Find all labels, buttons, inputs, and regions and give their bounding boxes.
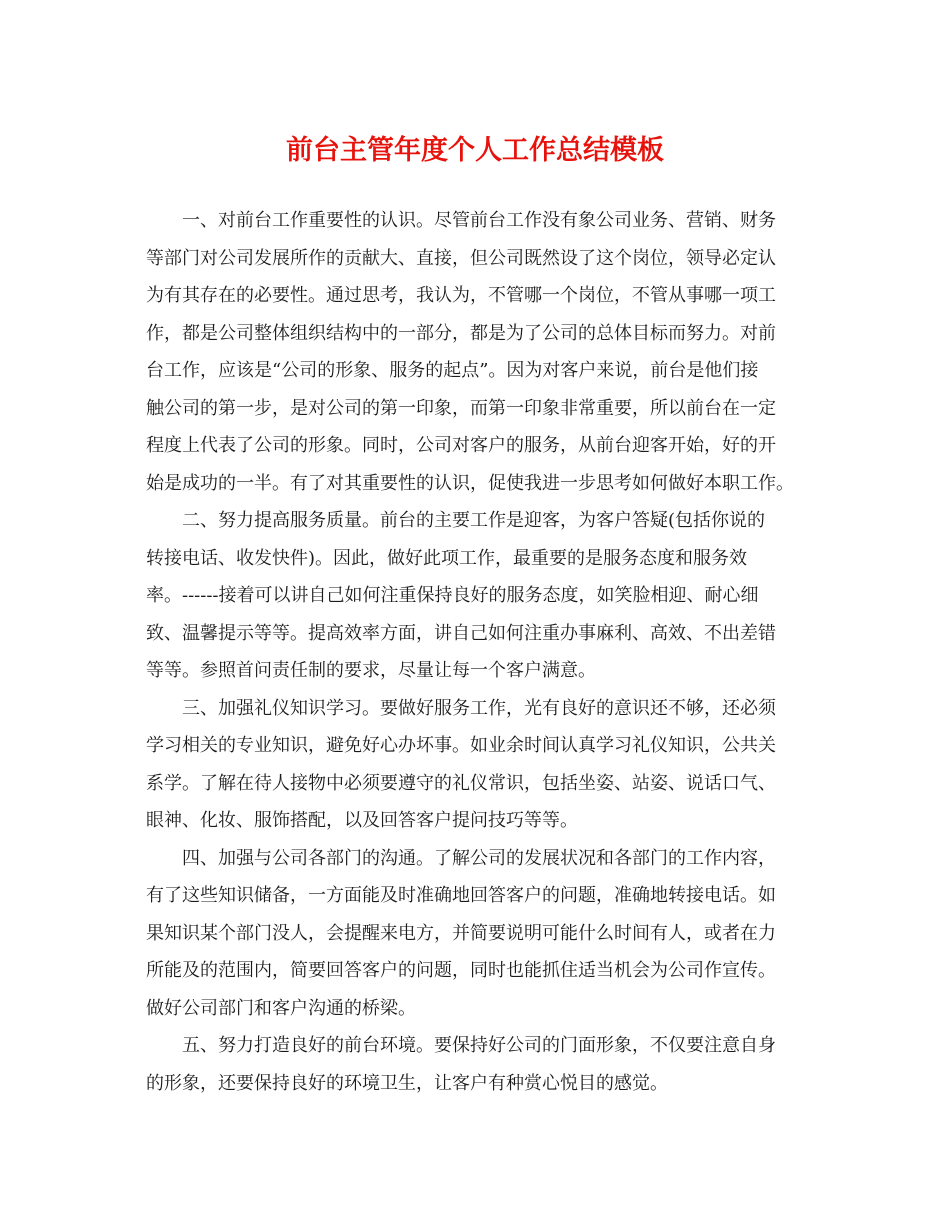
paragraph-line: 三、加强礼仪知识学习。要做好服务工作，光有良好的意识还不够，还必须: [182, 697, 776, 719]
paragraph-line: 四、加强与公司各部门的沟通。了解公司的发展状况和各部门的工作内容，: [182, 847, 776, 869]
paragraph-line: 率。------接着可以讲自己如何注重保持良好的服务态度，如笑脸相迎、耐心细: [146, 585, 759, 606]
paragraph-line: 台工作，应该是“公司的形象、服务的起点”。因为对客户来说，前台是他们接: [146, 360, 759, 381]
paragraph-3: [146, 690, 826, 840]
paragraph-line: 程度上代表了公司的形象。同时，公司对客户的服务，从前台迎客开始，好的开: [146, 435, 776, 456]
paragraph-line: 五、努力打造良好的前台环境。要保持好公司的门面形象，不仅要注意自身: [182, 1035, 776, 1056]
paragraph-line: 触公司的第一步，是对公司的第一印象，而第一印象非常重要，所以前台在一定: [146, 397, 776, 419]
paragraph-line: 等部门对公司发展所作的贡献大、直接，但公司既然设了这个岗位，领导必定认: [146, 247, 776, 269]
paragraph-line: 有了这些知识储备，一方面能及时准确地回答客户的问题，准确地转接电话。如: [146, 885, 776, 906]
paragraph-1: [146, 202, 826, 502]
paragraph-line: 二、努力提高服务质量。前台的主要工作是迎客，为客户答疑(包括你说的: [182, 510, 766, 531]
paragraph-line: 果知识某个部门没人，会提醒来电方，并简要说明可能什么时间有人，或者在力: [146, 922, 776, 944]
document-title: 前台主管年度个人工作总结模板: [286, 135, 664, 166]
paragraph-line: 做好公司部门和客户沟通的桥梁。: [146, 997, 416, 1019]
paragraph-line: 为有其存在的必要性。通过思考，我认为，不管哪一个岗位，不管从事哪一项工: [146, 285, 776, 306]
paragraph-line: 所能及的范围内，简要回答客户的问题，同时也能抓住适当机会为公司作宣传。: [146, 960, 776, 981]
document-body: [146, 202, 826, 1102]
paragraph-line: 一、对前台工作重要性的认识。尽管前台工作没有象公司业务、营销、财务: [182, 210, 776, 231]
paragraph-2: [146, 502, 826, 690]
paragraph-line: 作，都是公司整体组织结构中的一部分，都是为了公司的总体目标而努力。对前: [146, 322, 776, 344]
paragraph-line: 转接电话、收发快件)。因此，做好此项工作，最重要的是服务态度和服务效: [146, 547, 748, 569]
paragraph-line: 的形象，还要保持良好的环境卫生，让客户有种赏心悦目的感觉。: [146, 1072, 668, 1094]
paragraph-line: 等等。参照首问责任制的要求，尽量让每一个客户满意。: [146, 660, 596, 681]
paragraph-line: 系学。了解在待人接物中必须要遵守的礼仪常识，包括坐姿、站姿、说话口气、: [146, 772, 776, 794]
paragraph-line: 眼神、化妆、服饰搭配，以及回答客户提问技巧等等。: [146, 810, 578, 831]
paragraph-line: 致、温馨提示等等。提高效率方面，讲自己如何注重办事麻利、高效、不出差错: [146, 622, 776, 644]
paragraph-line: 学习相关的专业知识，避免好心办坏事。如业余时间认真学习礼仪知识，公共关: [146, 735, 776, 756]
paragraph-4: [146, 840, 826, 1028]
paragraph-5: [146, 1027, 826, 1102]
paragraph-line: 始是成功的一半。有了对其重要性的认识，促使我进一步思考如何做好本职工作。: [146, 472, 794, 494]
